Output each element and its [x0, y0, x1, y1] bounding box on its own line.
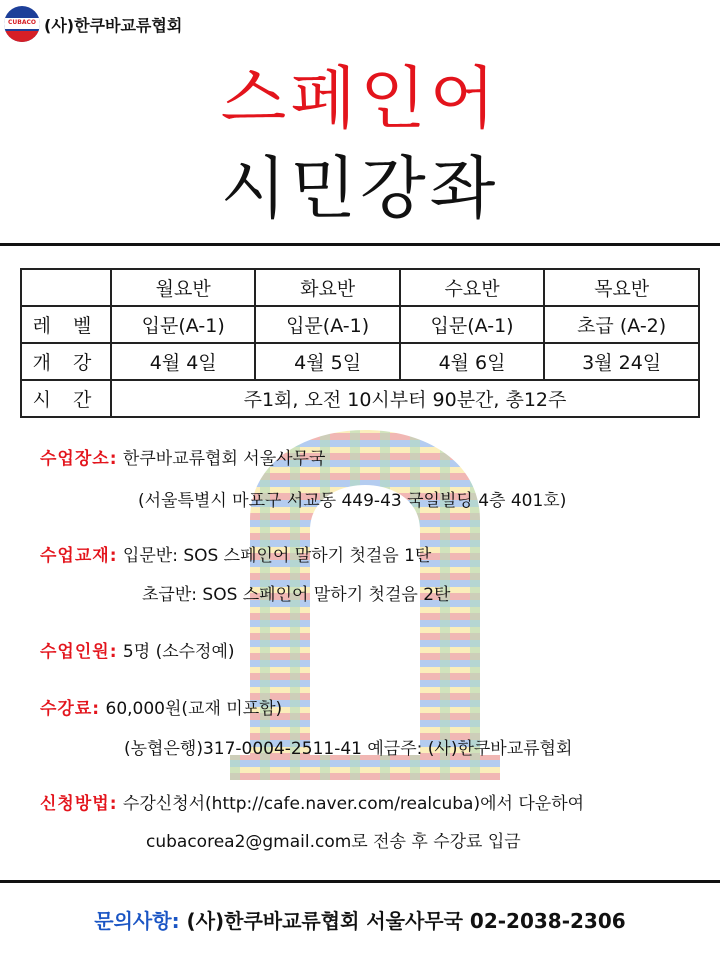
row-header: 시 간	[21, 380, 111, 417]
title-line-2: 시민강좌	[220, 150, 500, 229]
table-cell: 주1회, 오전 10시부터 90분간, 총12주	[111, 380, 699, 417]
table-cell: 3월 24일	[544, 343, 699, 380]
table-header-row	[21, 269, 699, 306]
schedule-table	[20, 268, 700, 418]
table-cell: 입문(A-1)	[400, 306, 544, 343]
row-header: 개 강	[21, 343, 111, 380]
org-logo	[4, 6, 182, 42]
title-line-1: 스페인어	[220, 60, 500, 139]
fee-line-2: (농협은행)317-0004-2511-41 예금주: (사)한쿠바교류협회	[124, 739, 573, 759]
textbook-label: 수업교재	[40, 546, 110, 566]
venue-line-1: 수업장소: 한쿠바교류협회 서울사무국	[40, 449, 326, 469]
contact-value: (사)한쿠바교류협회 서울사무국 02-2038-2306	[186, 909, 626, 933]
row-header: 레 벨	[21, 306, 111, 343]
table-row	[21, 380, 699, 417]
top-divider	[0, 243, 720, 246]
venue-line-2: (서울특별시 마포구 서교동 449-43 국일빌딩 4층 401호)	[138, 491, 567, 511]
column-header: 화요반	[255, 269, 399, 306]
venue-value: 한쿠바교류협회 서울사무국	[122, 449, 326, 469]
column-header: 수요반	[400, 269, 544, 306]
capacity-label: 수업인원	[40, 642, 110, 662]
column-header: 목요반	[544, 269, 699, 306]
textbook-line-2: 초급반: SOS 스페인어 말하기 첫걸음 2탄	[142, 585, 451, 605]
column-header: 월요반	[111, 269, 255, 306]
table-cell: 4월 4일	[111, 343, 255, 380]
apply-line-2: cubacorea2@gmail.com로 전송 후 수강료 입금	[146, 832, 521, 852]
capacity-line: 수업인원: 5명 (소수정예)	[40, 642, 235, 662]
org-emblem-icon	[4, 6, 40, 42]
table-cell: 초급 (A-2)	[544, 306, 699, 343]
table-cell: 4월 6일	[400, 343, 544, 380]
capacity-value: 5명 (소수정예)	[122, 642, 235, 662]
table-cell: 4월 5일	[255, 343, 399, 380]
fee-value: 60,000원(교재 미포함)	[105, 699, 283, 719]
apply-label: 신청방법	[40, 794, 110, 814]
table-corner-cell	[21, 269, 111, 306]
fee-label: 수강료	[40, 699, 93, 719]
table-row	[21, 306, 699, 343]
textbook-value: 입문반: SOS 스페인어 말하기 첫걸음 1탄	[122, 546, 432, 566]
table-cell: 입문(A-1)	[111, 306, 255, 343]
org-name: (사)한쿠바교류협회	[44, 15, 183, 35]
textbook-line-1: 수업교재: 입문반: SOS 스페인어 말하기 첫걸음 1탄	[40, 546, 432, 566]
apply-line-1: 신청방법: 수강신청서(http://cafe.naver.com/realcuba)에서 다운하여	[40, 794, 585, 814]
fee-line-1: 수강료: 60,000원(교재 미포함)	[40, 699, 283, 719]
contact-label: 문의사항	[94, 909, 172, 933]
logo-text: CUBACO	[8, 19, 36, 26]
apply-value: 수강신청서(http://cafe.naver.com/realcuba)에서 다운하여	[122, 794, 585, 814]
venue-label: 수업장소	[40, 449, 110, 469]
bottom-divider	[0, 880, 720, 883]
table-cell: 입문(A-1)	[255, 306, 399, 343]
table-row	[21, 343, 699, 380]
contact-line: 문의사항: (사)한쿠바교류협회 서울사무국 02-2038-2306	[94, 909, 626, 933]
